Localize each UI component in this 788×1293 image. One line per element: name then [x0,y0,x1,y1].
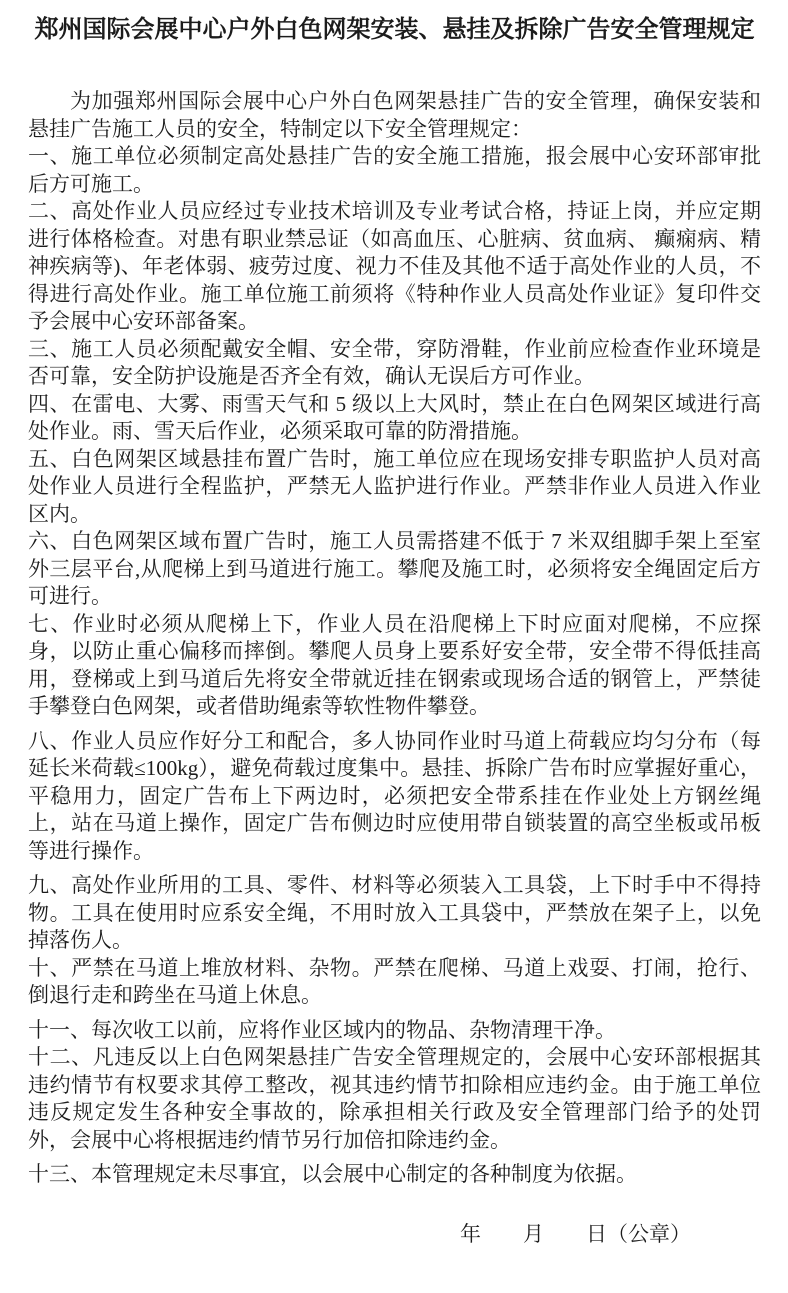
regulation-item-4: 四、在雷电、大雾、雨雪天气和 5 级以上大风时，禁止在白色网架区域进行高处作业。雨、雪天后作业，必须采取可靠的防滑措施。 [28,391,761,443]
regulation-item-13: 十三、本管理规定未尽事宜，以会展中心制定的各种制度为依据。 [28,1162,637,1186]
regulation-item-1: 一、施工单位必须制定高处悬挂广告的安全施工措施，报会展中心安环部审批后方可施工。 [28,144,761,196]
regulation-item-10: 十、严禁在马道上堆放材料、杂物。严禁在爬梯、马道上戏耍、打闹，抢行、倒退行走和跨坐在马道上休息。 [28,955,761,1007]
regulation-item-6: 六、白色网架区域布置广告时，施工人员需搭建不低于 7 米双组脚手架上至室外三层平台,从爬梯上到马道进行施工。攀爬及施工时，必须将安全绳固定后方可进行。 [28,529,761,608]
regulation-item-12: 十二、凡违反以上白色网架悬挂广告安全管理规定的，会展中心安环部根据其违约情节有权要求其停工整改，视其违约情节扣除相应违约金。由于施工单位违反规定发生各种安全事故的，除承担相关行政及安全管理部门给予的处罚外，会展中心将根据违约情节另行加倍扣除违约金。 [28,1045,761,1152]
intro-paragraph: 为加强郑州国际会展中心户外白色网架悬挂广告的安全管理，确保安装和悬挂广告施工人员的安全，特制定以下安全管理规定： [28,89,761,141]
regulation-item-8: 八、作业人员应作好分工和配合，多人协同作业时马道上荷载应均匀分布（每延长米荷载≤100kg），避免荷载过度集中。悬挂、拆除广告布时应掌握好重心，平稳用力，固定广告布上下两边时，必须把安全带系挂在作业处上方钢丝绳上，站在马道上操作，固定广告布侧边时应使用带自锁装置的高空坐板或吊板等进行操作。 [28,728,761,863]
document-title: 郑州国际会展中心户外白色网架安装、悬挂及拆除广告安全管理规定 [34,17,755,43]
regulation-item-9: 九、高处作业所用的工具、零件、材料等必须装入工具袋，上下时手中不得持物。工具在使用时应系安全绳，不用时放入工具袋中，严禁放在架子上，以免掉落伤人。 [28,873,761,952]
signature-line: 年 月 日（公章） [460,1221,691,1246]
regulation-item-7: 七、作业时必须从爬梯上下，作业人员在沿爬梯上下时应面对爬梯，不应探身，以防止重心偏移而摔倒。攀爬人员身上要系好安全带，安全带不得低挂高用，登梯或上到马道后先将安全带就近挂在钢索或现场合适的钢管上，严禁徒手攀登白色网架，或者借助绳索等软性物件攀登。 [28,611,761,718]
regulation-item-5: 五、白色网架区域悬挂布置广告时，施工单位应在现场安排专职监护人员对高处作业人员进行全程监护，严禁无人监护进行作业。严禁非作业人员进入作业区内。 [28,446,761,526]
regulation-item-2: 二、高处作业人员应经过专业技术培训及专业考试合格，持证上岗，并应定期进行体格检查。对患有职业禁忌证（如高血压、心脏病、贫血病、 癫痫病、精神疾病等)、年老体弱、疲劳过度、视力不佳及其他不适于高处作业的人员，不得进行高处作业。施工单位施工前须将《特种作业人员高处作业证》复印件交予会展中心安环部备案。 [28,199,761,333]
regulation-item-3: 三、施工人员必须配戴安全帽、安全带，穿防滑鞋，作业前应检查作业环境是否可靠，安全防护设施是否齐全有效，确认无误后方可作业。 [28,336,761,388]
regulation-item-11: 十一、每次收工以前，应将作业区域内的物品、杂物清理干净。 [28,1017,616,1042]
